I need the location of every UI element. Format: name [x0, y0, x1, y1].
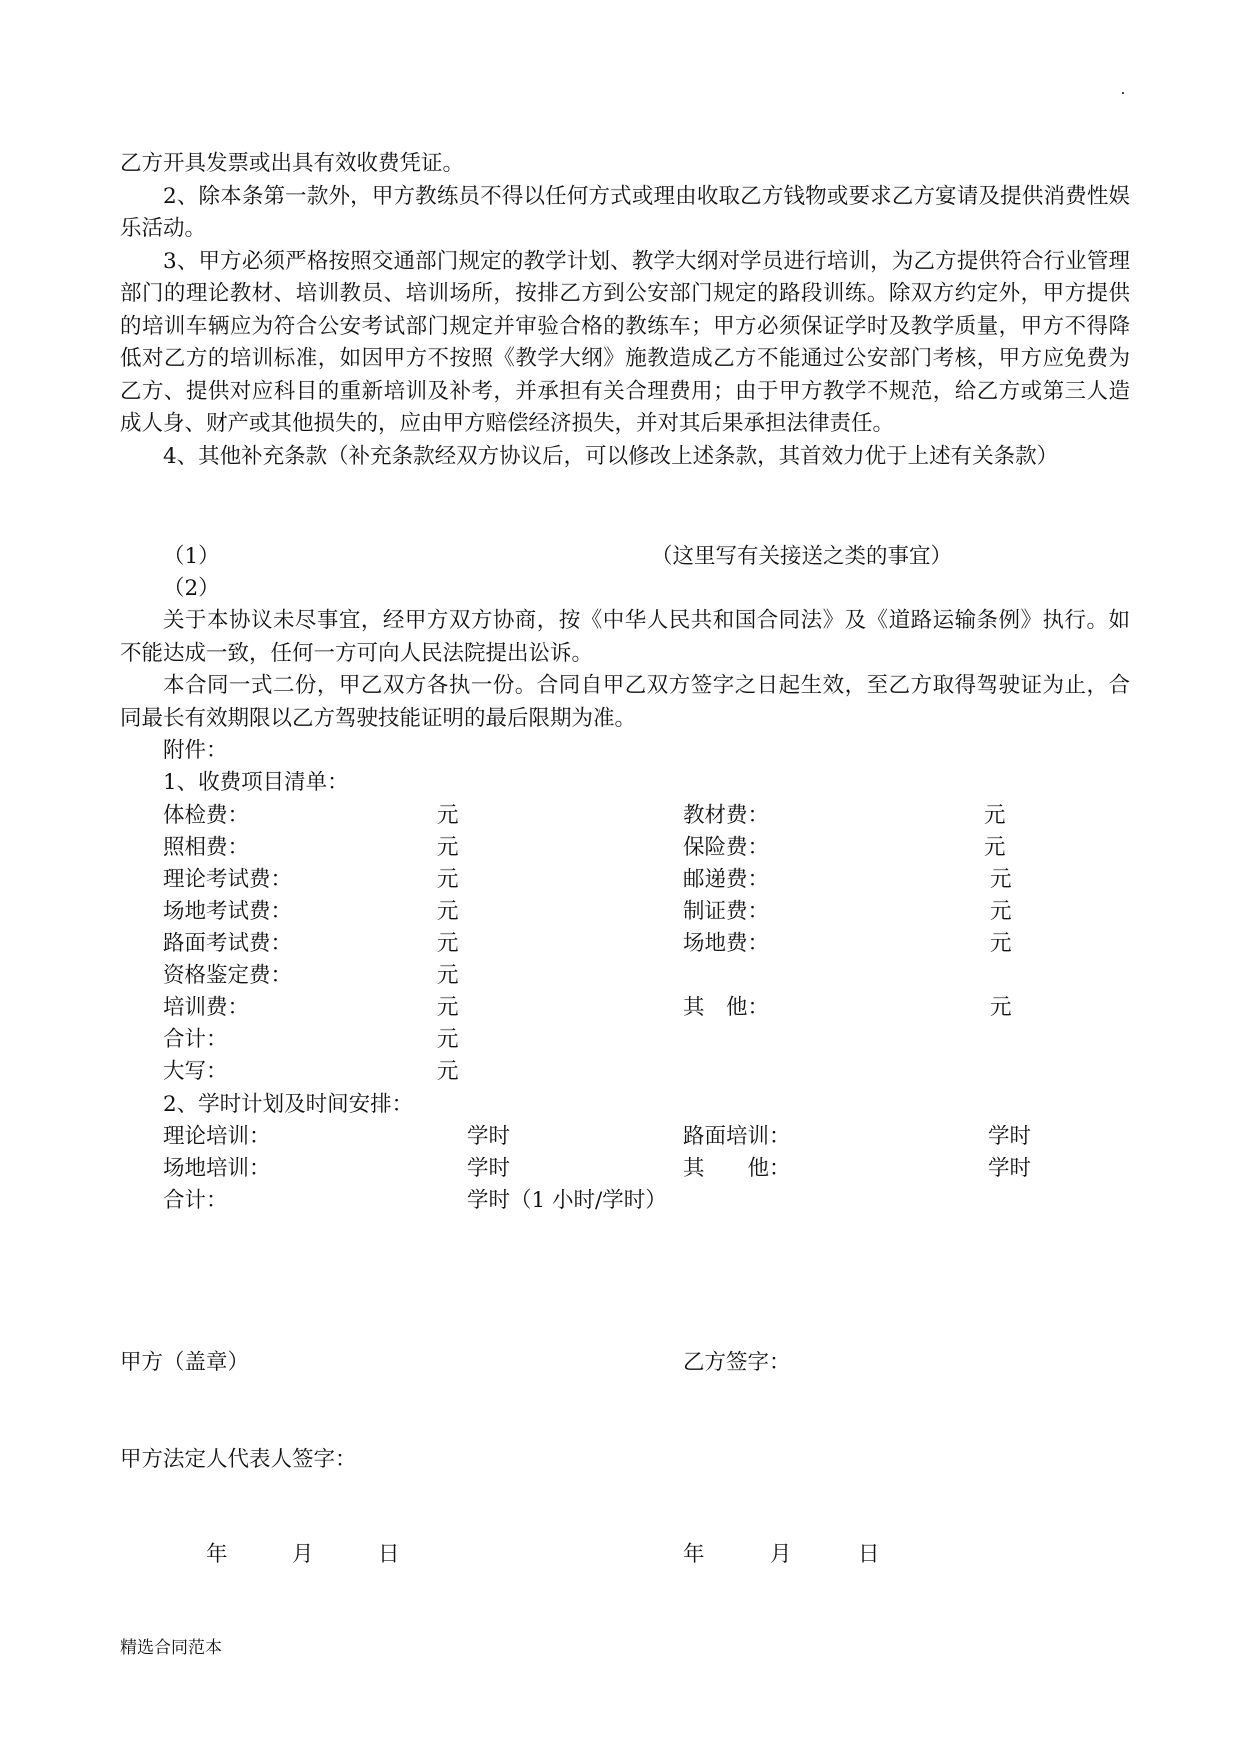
- fee-item-label: 资格鉴定费：: [163, 963, 293, 988]
- fee-row: [0, 928, 1241, 960]
- fee-item-label: 大写：: [163, 1059, 228, 1084]
- fee-item-label: 场地考试费：: [163, 899, 293, 924]
- hours-item-label: 路面培训：: [683, 1124, 791, 1149]
- fee-item-unit: 元: [437, 1059, 459, 1084]
- party-b-date-day: 日: [858, 1542, 880, 1567]
- hours-row: [0, 1121, 1241, 1153]
- fee-item-unit: 元: [437, 835, 459, 860]
- paragraph-invoice: 乙方开具发票或出具有效收费凭证。: [120, 151, 465, 176]
- fee-item-unit: 元: [437, 899, 459, 924]
- hours-item-label: 场地培训：: [163, 1156, 271, 1181]
- paragraph-clause-2: 2、除本条第一款外，甲方教练员不得以任何方式或理由收取乙方钱物或要求乙方宴请及提供消费性娱乐活动。: [120, 183, 1130, 241]
- hours-item-unit: 学时（1 小时/学时）: [467, 1188, 667, 1213]
- fee-item-label: 体检费：: [163, 803, 250, 828]
- fee-item-unit: 元: [990, 867, 1012, 892]
- fee-row: [0, 1056, 1241, 1088]
- party-b-date-year: 年: [683, 1542, 705, 1567]
- fee-row: [0, 896, 1241, 928]
- hours-item-label: 合计：: [163, 1188, 228, 1213]
- corner-dot: [1122, 92, 1124, 94]
- hours-row: [0, 1153, 1241, 1185]
- fee-item-label: 合计：: [163, 1027, 228, 1052]
- paragraph-unresolved-matters: 关于本协议未尽事宜，经甲方双方协商，按《中华人民共和国合同法》及《道路运输条例》执行。如不能达成一致，任何一方可向人民法院提出讼诉。: [120, 608, 1130, 666]
- hours-plan-heading: 2、学时计划及时间安排：: [163, 1092, 414, 1117]
- party-a-date-month: 月: [292, 1542, 314, 1567]
- paragraph-clause-4: 4、其他补充条款（补充条款经双方协议后，可以修改上述条款，其首效力优于上述有关条款）: [163, 443, 1059, 469]
- hours-item-unit: 学时: [988, 1156, 1032, 1181]
- attachment-heading: 附件：: [163, 738, 228, 763]
- fee-item-label: 路面考试费：: [163, 931, 293, 956]
- page-footer: 精选合同范本: [120, 1638, 222, 1658]
- hours-item-label: 其 他：: [683, 1156, 791, 1181]
- fee-row: [0, 832, 1241, 864]
- paragraph-clause-3: 3、甲方必须严格按照交通部门规定的教学计划、教学大纲对学员进行培训，为乙方提供符合行业管理部门的理论教材、培训教员、培训场所，按排乙方到公安部门规定的路段训练。除双方约定外，甲方提供的培训车辆应为符合公安考试部门规定并审验合格的教练车；甲方必须保证学时及教学质量，甲方不得降低对乙方的培训标准，如因甲方不按照《教学大纲》施教造成乙方不能通过公安部门考核，甲方应免费为乙方、提供对应科目的重新培训及补考，并承担有关合理费用；由于甲方教学不规范，给乙方或第三人造成人身、财产或其他损失的，应由甲方赔偿经济损失，并对其后果承担法律责任。: [120, 248, 1130, 436]
- party-a-date-year: 年: [206, 1542, 228, 1567]
- party-a-seal-label: 甲方（盖章）: [120, 1350, 250, 1375]
- legal-representative-signature-label: 甲方法定人代表人签字：: [120, 1447, 357, 1472]
- supplement-item-1-note: （这里写有关接送之类的事宜）: [651, 544, 953, 569]
- fee-item-unit: 元: [984, 803, 1006, 828]
- fee-item-unit: 元: [990, 899, 1012, 924]
- fee-item-unit: 元: [437, 995, 459, 1020]
- fee-row: [0, 992, 1241, 1024]
- fee-item-label: 理论考试费：: [163, 867, 293, 892]
- party-b-signature-label: 乙方签字：: [683, 1350, 791, 1375]
- fee-item-label: 邮递费：: [683, 867, 770, 892]
- fee-item-label: 制证费：: [683, 899, 770, 924]
- fee-item-unit: 元: [990, 995, 1012, 1020]
- fee-item-label: 场地费：: [683, 931, 770, 956]
- supplement-item-2: （2）: [163, 576, 220, 601]
- fee-row: [0, 960, 1241, 992]
- hours-row: [0, 1185, 1241, 1217]
- hours-item-label: 理论培训：: [163, 1124, 271, 1149]
- fee-row: [0, 800, 1241, 832]
- hours-item-unit: 学时: [467, 1124, 511, 1149]
- fee-item-label: 保险费：: [683, 835, 770, 860]
- fee-item-unit: 元: [984, 835, 1006, 860]
- fee-item-unit: 元: [437, 867, 459, 892]
- closing-clauses: [120, 605, 1130, 735]
- fee-item-unit: 元: [437, 963, 459, 988]
- fee-item-unit: 元: [437, 803, 459, 828]
- fee-row: [0, 864, 1241, 896]
- party-a-date-day: 日: [378, 1542, 400, 1567]
- fee-item-label: 其 他：: [683, 995, 770, 1020]
- paragraph-validity: 本合同一式二份，甲乙双方各执一份。合同自甲乙双方签字之日起生效，至乙方取得驾驶证为止，合同最长有效期限以乙方驾驶技能证明的最后限期为准。: [120, 673, 1130, 731]
- supplement-item-1: （1）: [163, 544, 220, 569]
- hours-item-unit: 学时: [988, 1124, 1032, 1149]
- contract-body: [120, 148, 1130, 473]
- fee-item-label: 照相费：: [163, 835, 250, 860]
- fee-item-label: 培训费：: [163, 995, 250, 1020]
- hours-item-unit: 学时: [467, 1156, 511, 1181]
- fee-row: [0, 1024, 1241, 1056]
- fee-item-label: 教材费：: [683, 803, 770, 828]
- fee-list-heading: 1、收费项目清单：: [163, 770, 349, 795]
- party-b-date-month: 月: [770, 1542, 792, 1567]
- fee-item-unit: 元: [437, 1027, 459, 1052]
- fee-item-unit: 元: [437, 931, 459, 956]
- fee-item-unit: 元: [990, 931, 1012, 956]
